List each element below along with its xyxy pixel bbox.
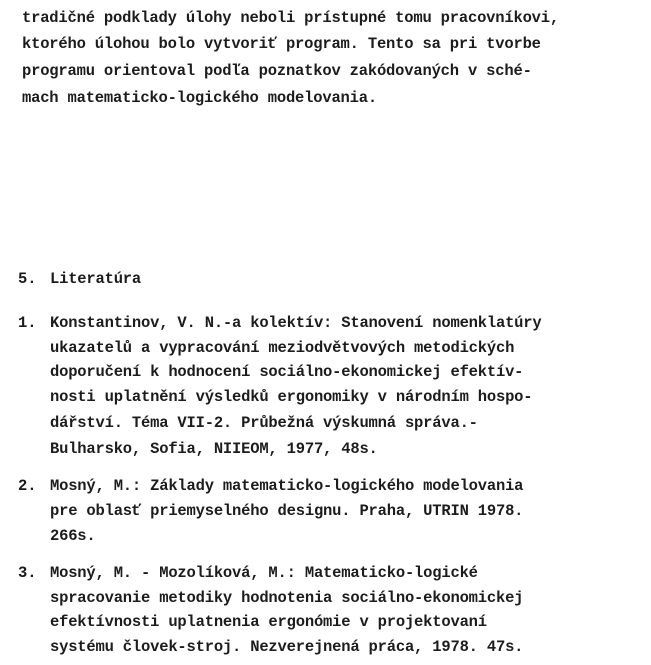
reference-number: 1.	[18, 314, 37, 332]
reference-line: Konstantinov, V. N.-a kolektív: Stanovení nomenklatúry	[50, 314, 542, 332]
reference-line: 266s.	[50, 527, 96, 545]
paragraph-line: mach matematicko-logického modelovania.	[22, 89, 377, 107]
reference-line: systému človek-stroj. Nezverejnená práca, 1978. 47s.	[50, 638, 524, 656]
reference-line: spracovanie metodiky hodnotenia sociálno-ekonomickej	[50, 589, 524, 607]
section-number: 5.	[18, 270, 37, 288]
reference-line: Mosný, M.: Základy matematicko-logického modelovania	[50, 477, 524, 495]
reference-line: doporučení k hodnocení sociálno-ekonomickej efektív-	[50, 363, 524, 381]
paragraph-line: tradičné podklady úlohy neboli prístupné tomu pracovníkovi,	[22, 9, 559, 27]
reference-number: 3.	[18, 564, 37, 582]
reference-line: Mosný, M. - Mozolíková, M.: Matematicko-logické	[50, 564, 478, 582]
reference-line: Bulharsko, Sofia, NIIEOM, 1977, 48s.	[50, 440, 378, 458]
paragraph-line: programu orientoval podľa poznatkov zakódovaných v sché-	[22, 62, 532, 80]
reference-line: efektívnosti uplatnenia ergonómie v projektovaní	[50, 613, 487, 631]
reference-line: pre oblasť priemyselného designu. Praha, UTRIN 1978.	[50, 502, 524, 520]
reference-line: dářství. Téma VII-2. Průbežná výskumná správa.-	[50, 414, 478, 432]
paragraph-line: ktorého úlohou bolo vytvoriť program. Tento sa pri tvorbe	[22, 35, 541, 53]
reference-number: 2.	[18, 477, 37, 495]
reference-line: nosti uplatnění výsledků ergonomiky v národním hospo-	[50, 388, 533, 406]
reference-line: ukazatelů a vypracování meziodvětvových metodických	[50, 339, 515, 357]
section-title: Literatúra	[50, 270, 142, 288]
